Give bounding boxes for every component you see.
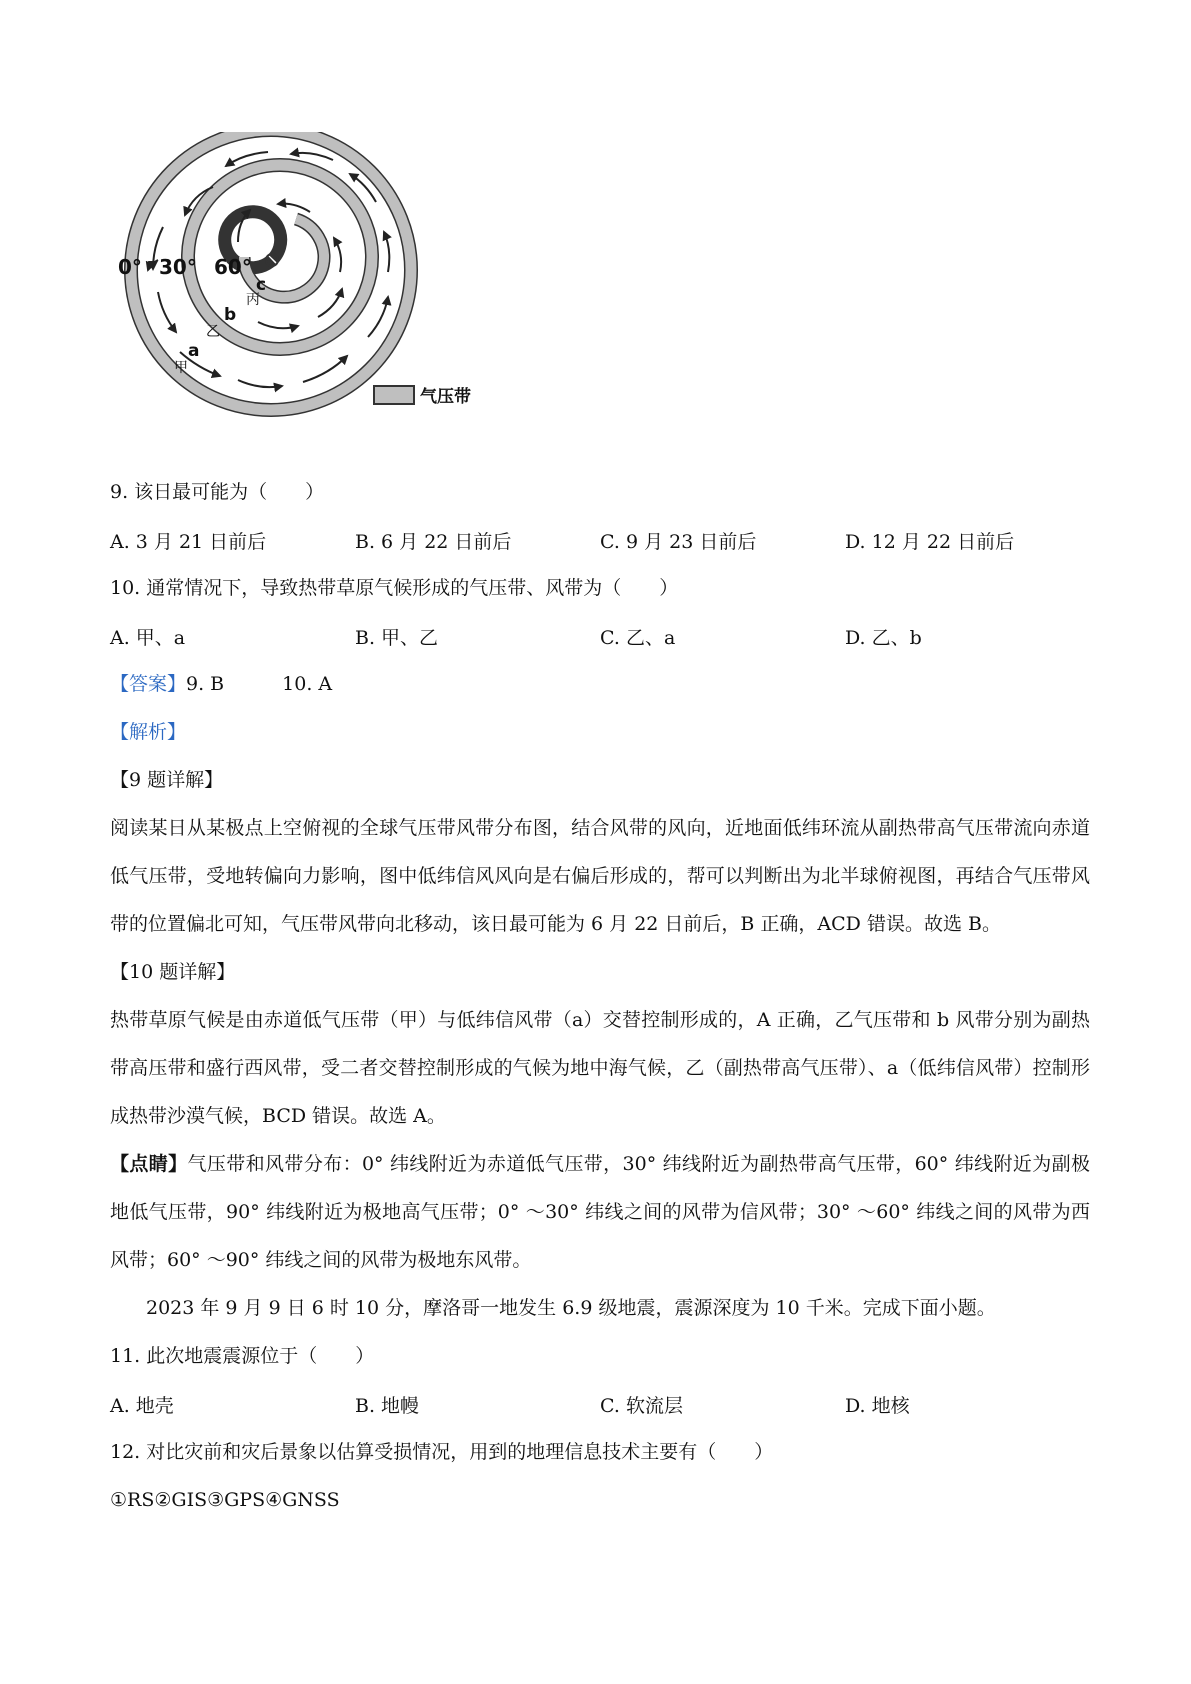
- answer-tag: 【答案】: [110, 673, 187, 695]
- option-11b: B. 地幔: [355, 1394, 420, 1417]
- detail-9-heading: 【9 题详解】: [110, 769, 224, 791]
- label-jia: 甲: [174, 360, 188, 376]
- question-12-choices: ①RS②GIS③GPS④GNSS: [110, 1489, 340, 1511]
- question-9: [110, 468, 1090, 516]
- analysis-tag: 【解析】: [110, 721, 187, 743]
- intro-paragraph: 2023 年 9 月 9 日 6 时 10 分，摩洛哥一地发生 6.9 级地震，震源深度为 10 千米。完成下面小题。: [146, 1297, 996, 1319]
- option-9a: A. 3 月 21 日前后: [110, 530, 267, 553]
- detail-10-heading-row: [110, 948, 1090, 996]
- option-11a: A. 地壳: [110, 1394, 174, 1417]
- answer-line: [110, 660, 1090, 708]
- detail-10-text: 热带草原气候是由赤道低气压带（甲）与低纬信风带（a）交替控制形成的，A 正确，乙气压带和 b 风带分别为副热带高压带和盛行西风带，受二者交替控制形成的气候为地中海气候，乙（副热带高气压带）、a（低纬信风带）控制形成热带沙漠气候，BCD 错误。故选 A。: [110, 1009, 1090, 1127]
- label-a: a: [188, 341, 200, 361]
- option-9c: C. 9 月 23 日前后: [600, 530, 757, 553]
- question-11: [110, 1332, 1090, 1380]
- option-10c: C. 乙、a: [600, 626, 676, 649]
- option-11d: D. 地核: [845, 1394, 910, 1417]
- question-9-stem: 9. 该日最可能为（ ）: [110, 481, 325, 503]
- option-10a: A. 甲、a: [110, 626, 186, 649]
- label-lat60: 60°: [214, 255, 252, 279]
- question-10: [110, 564, 1090, 612]
- label-c: c: [256, 275, 267, 295]
- analysis-line: [110, 708, 1090, 756]
- option-10d: D. 乙、b: [845, 626, 922, 649]
- legend-swatch: [374, 386, 414, 404]
- question-10-stem: 10. 通常情况下，导致热带草原气候形成的气压带、风带为（ ）: [110, 577, 679, 599]
- detail-10-heading: 【10 题详解】: [110, 961, 236, 983]
- document-body: [110, 468, 1090, 1524]
- question-12-stem: 12. 对比灾前和灾后景象以估算受损情况，用到的地理信息技术主要有（ ）: [110, 1441, 774, 1463]
- label-bing: 丙: [246, 292, 260, 308]
- question-12-choices-row: [110, 1476, 1090, 1524]
- legend-label: 气压带: [420, 387, 471, 407]
- label-lat0: 0°: [118, 255, 142, 279]
- tip-tag: 【点睛】: [110, 1153, 188, 1175]
- answer-9: 9. B: [186, 673, 225, 695]
- question-9-options: [110, 516, 1090, 564]
- option-11c: C. 软流层: [600, 1394, 683, 1417]
- question-11-stem: 11. 此次地震震源位于（ ）: [110, 1345, 375, 1367]
- option-10b: B. 甲、乙: [355, 626, 439, 649]
- option-9d: D. 12 月 22 日前后: [845, 530, 1015, 553]
- pressure-wind-belt-diagram: [118, 132, 538, 442]
- legend: [374, 386, 471, 407]
- option-9b: B. 6 月 22 日前后: [355, 530, 512, 553]
- answer-10: 10. A: [282, 673, 333, 695]
- tip-text: 气压带和风带分布：0° 纬线附近为赤道低气压带，30° 纬线附近为副热带高气压带，60° 纬线附近为副极地低气压带，90° 纬线附近为极地高气压带；0° ～30° 纬线之间的风带为信风带；30° ～60° 纬线之间的风带为西风带；60° ～90° 纬线之间的风带为极地东风带。: [110, 1153, 1090, 1271]
- label-b: b: [224, 305, 237, 325]
- question-10-options: [110, 612, 1090, 660]
- detail-9-text: 阅读某日从某极点上空俯视的全球气压带风带分布图，结合风带的风向，近地面低纬环流从副热带高气压带流向赤道低气压带，受地转偏向力影响，图中低纬信风风向是右偏后形成的，帮可以判断出为北半球俯视图，再结合气压带风带的位置偏北可知，气压带风带向北移动，该日最可能为 6 月 22 日前后，B 正确，ACD 错误。故选 B。: [110, 817, 1090, 935]
- label-yi: 乙: [206, 324, 220, 340]
- question-12: [110, 1428, 1090, 1476]
- label-lat30: 30°: [159, 255, 197, 279]
- tip-paragraph: [110, 1140, 1090, 1284]
- detail-9-heading-row: [110, 756, 1090, 804]
- question-11-options: [110, 1380, 1090, 1428]
